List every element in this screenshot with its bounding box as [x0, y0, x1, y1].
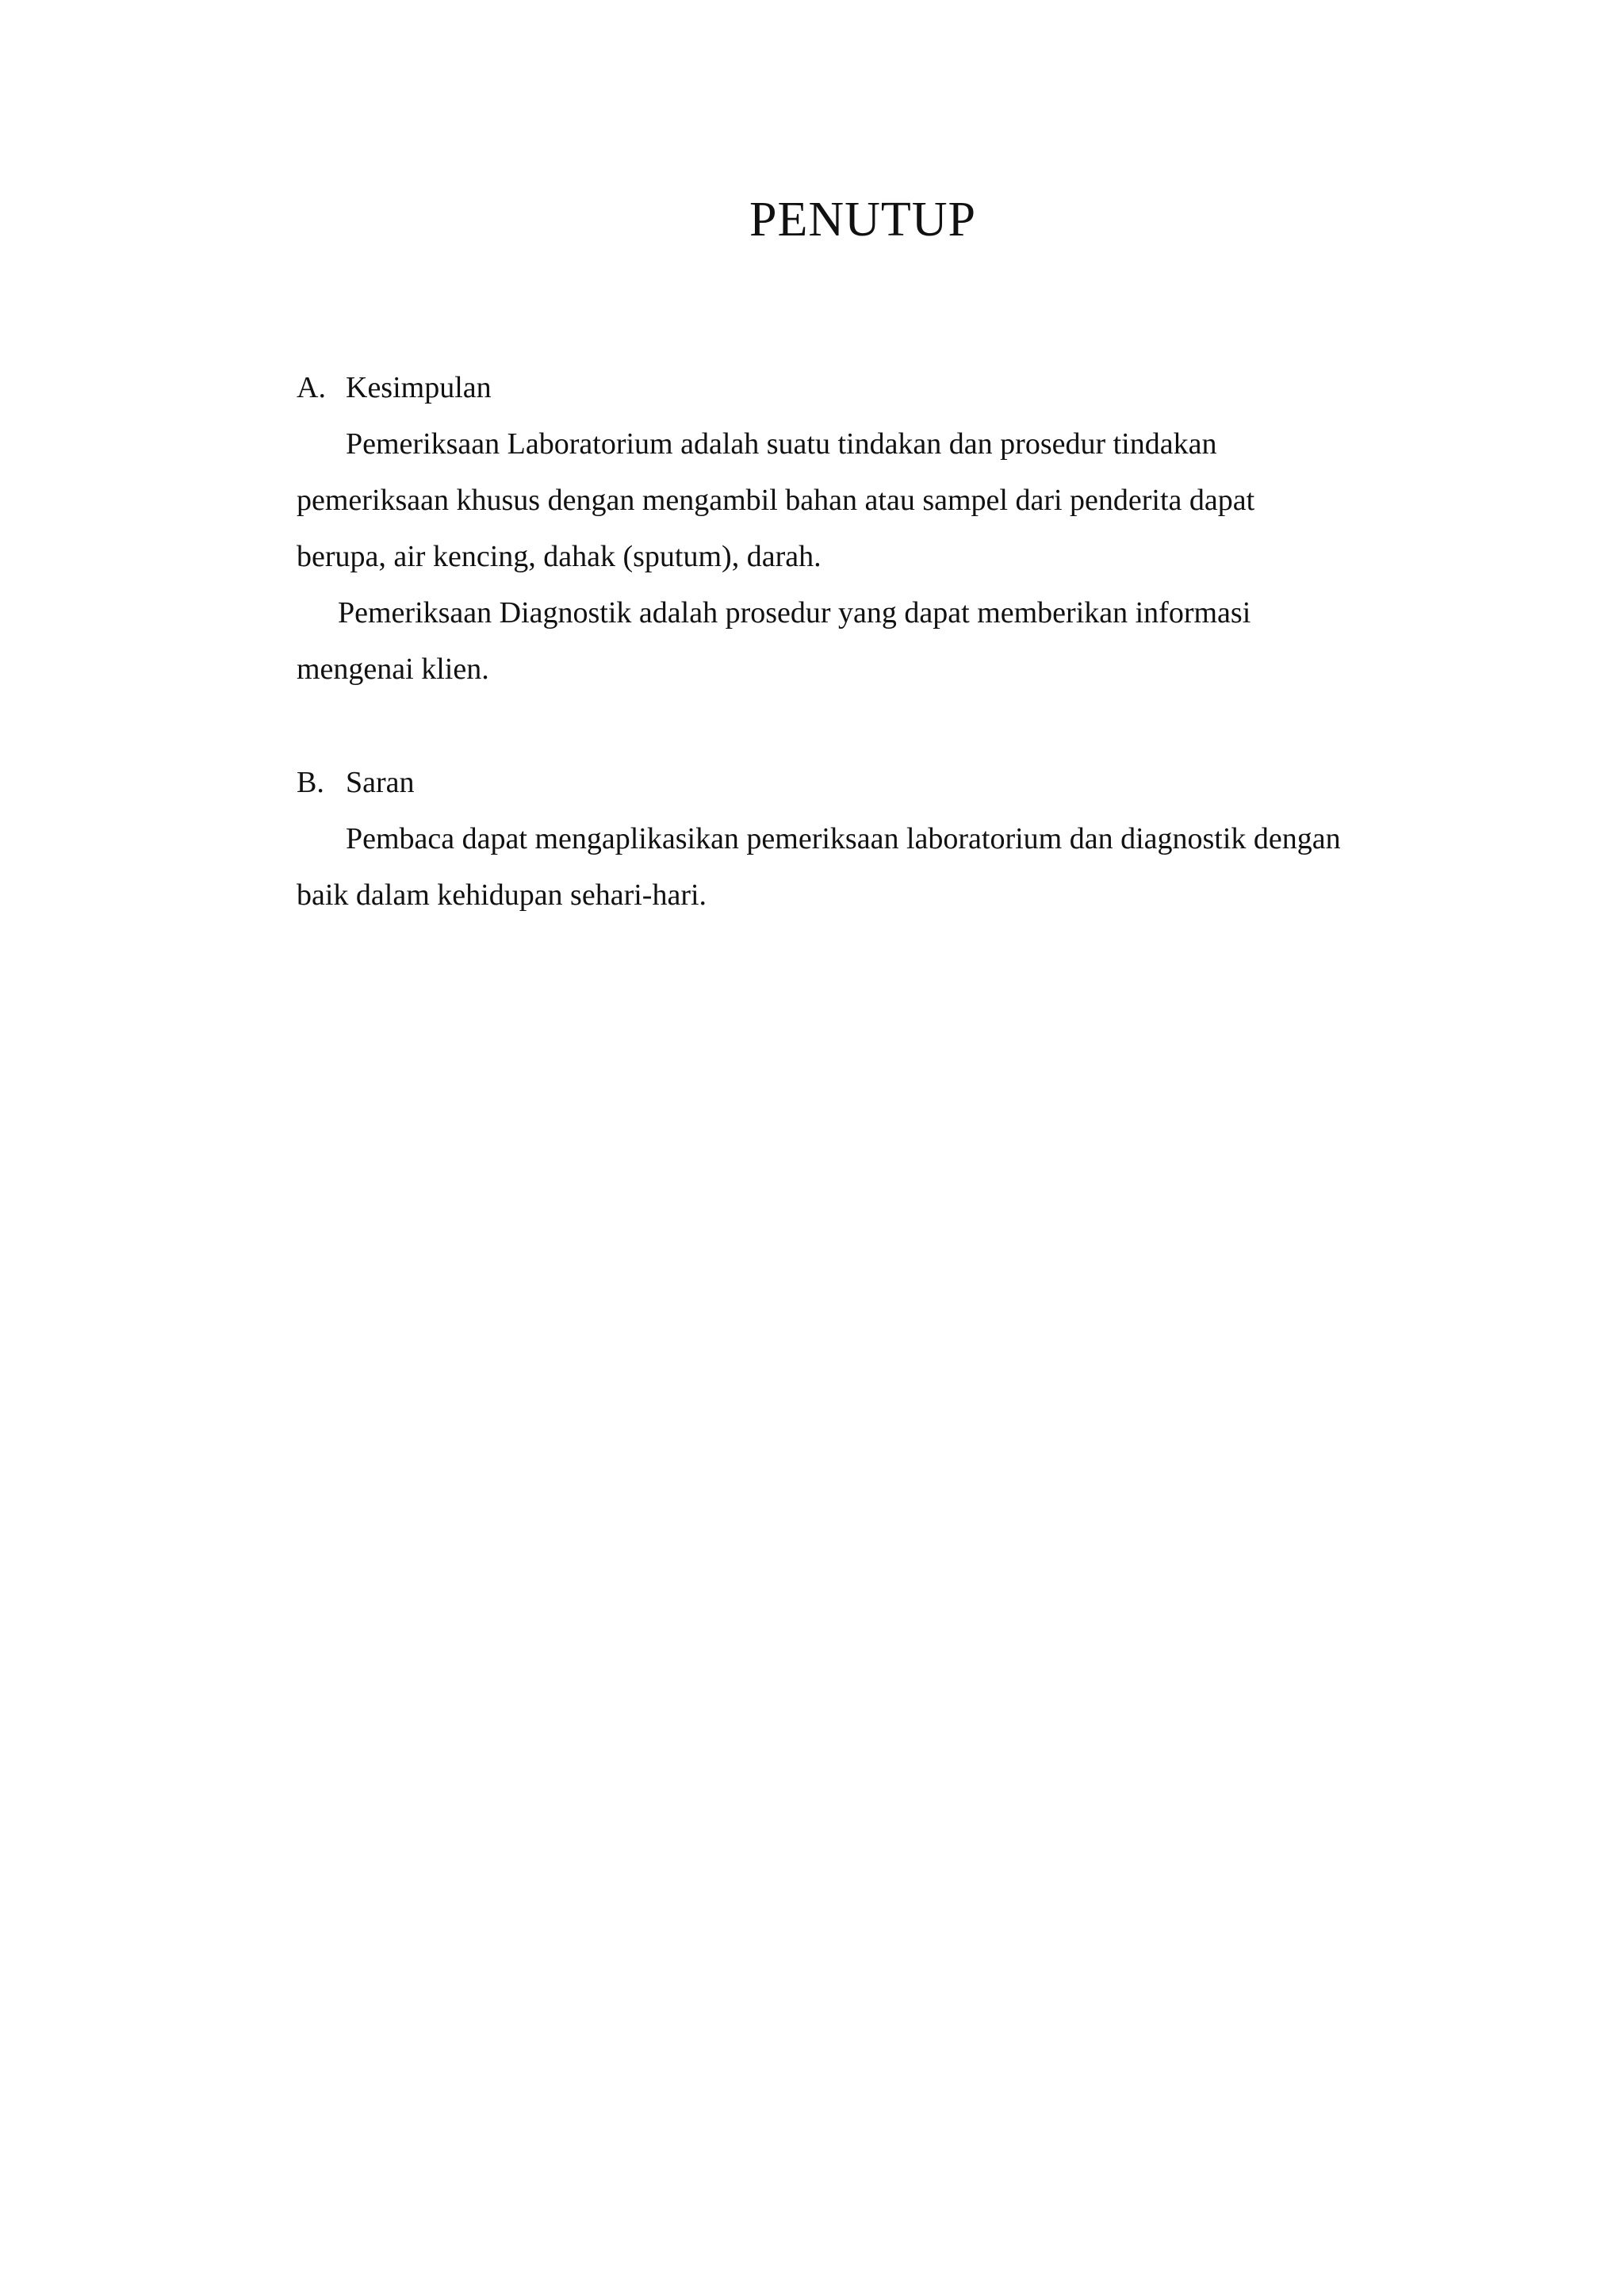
section-saran — [297, 755, 1438, 924]
paragraph-line: Pemeriksaan Diagnostik adalah prosedur yang dapat memberikan informasi — [338, 596, 1251, 629]
section-heading — [297, 360, 1351, 416]
section-marker: B. — [297, 766, 324, 799]
paragraph-line: pemeriksaan khusus dengan mengambil bahan atau sampel dari penderita dapat — [297, 484, 1255, 517]
paragraph-line: Pembaca dapat mengaplikasikan pemeriksaan laboratorium dan diagnostik dengan — [346, 822, 1341, 855]
section-heading — [297, 755, 1438, 811]
page-title: PENUTUP — [749, 193, 977, 247]
paragraph-line: baik dalam kehidupan sehari-hari. — [297, 878, 707, 912]
section-heading-text: Kesimpulan — [346, 371, 492, 404]
section-marker: A. — [297, 371, 326, 404]
paragraph-line: mengenai klien. — [297, 652, 489, 686]
paragraph-line: Pemeriksaan Laboratorium adalah suatu tindakan dan prosedur tindakan — [346, 427, 1217, 461]
section-kesimpulan — [297, 360, 1351, 698]
section-heading-text: Saran — [346, 766, 415, 799]
paragraph-line: berupa, air kencing, dahak (sputum), darah. — [297, 540, 822, 573]
